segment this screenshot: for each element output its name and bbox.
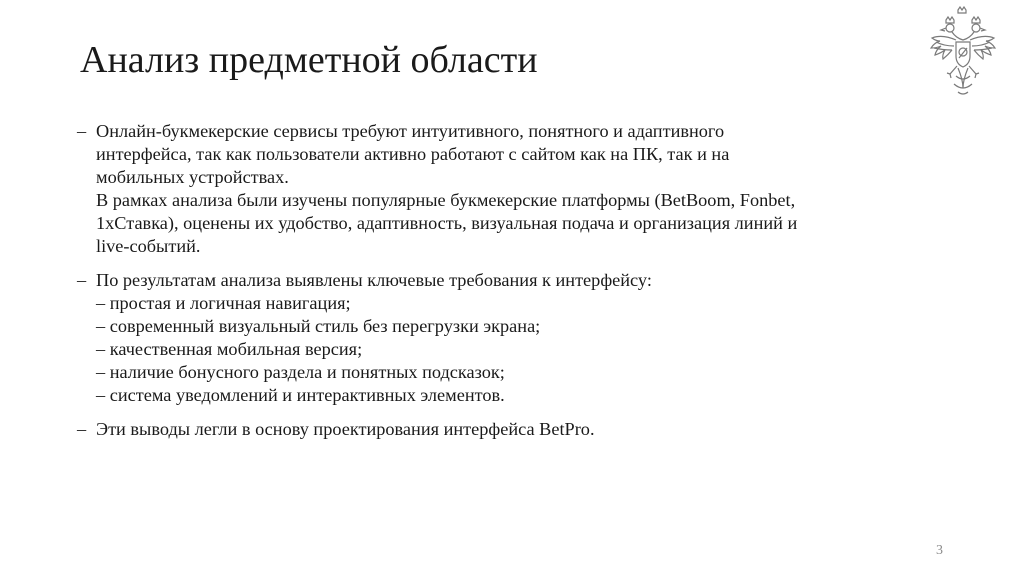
bullet-text-line: интерфейса, так как пользователи активно работают с сайтом как на ПК, так и на	[96, 144, 730, 164]
bullet-dash: –	[77, 419, 87, 439]
bullet-item	[77, 418, 877, 441]
bullet-text-line: По результатам анализа выявлены ключевые требования к интерфейсу:	[96, 270, 652, 290]
sub-item-line: – современный визуальный стиль без перегрузки экрана;	[96, 316, 541, 336]
sub-item-line: – качественная мобильная версия;	[96, 339, 363, 359]
bullet-text-line: В рамках анализа были изучены популярные букмекерские платформы (BetBoom, Fonbet,	[96, 190, 796, 210]
bullet-item	[77, 269, 877, 407]
bullet-text-line: Эти выводы легли в основу проектирования интерфейса BetPro.	[96, 419, 595, 439]
bullet-dash: –	[77, 270, 87, 290]
bullet-text-line: live-событий.	[96, 236, 201, 256]
bullet-item	[77, 120, 877, 258]
slide-title: Анализ предметной области	[80, 39, 538, 81]
page-number: 3	[936, 543, 943, 558]
sub-item-line: – наличие бонусного раздела и понятных подсказок;	[96, 362, 505, 382]
sub-item-line: – простая и логичная навигация;	[96, 293, 351, 313]
bullet-text-line: 1хСтавка), оценены их удобство, адаптивность, визуальная подача и организация линий и	[96, 213, 798, 233]
bullet-text-line: мобильных устройствах.	[96, 167, 289, 187]
sub-item-line: – система уведомлений и интерактивных элементов.	[96, 385, 505, 405]
double-headed-eagle-emblem-icon	[928, 6, 998, 100]
bullet-text-line: Онлайн-букмекерские сервисы требуют интуитивного, понятного и адаптивного	[96, 121, 725, 141]
bullet-dash: –	[77, 121, 87, 141]
slide-content	[77, 120, 877, 452]
